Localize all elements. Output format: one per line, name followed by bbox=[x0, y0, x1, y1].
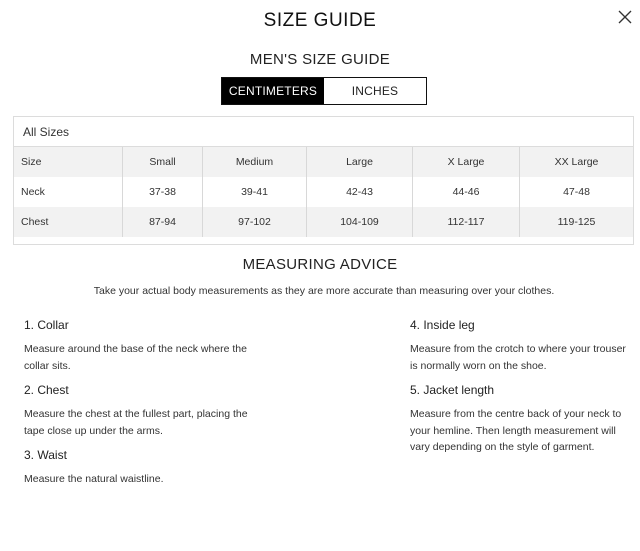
page-subtitle: MEN'S SIZE GUIDE bbox=[249, 51, 391, 68]
table-row bbox=[14, 177, 633, 207]
size-table bbox=[13, 116, 634, 245]
advice-heading: 3. Waist bbox=[24, 448, 67, 462]
header-cell: X Large bbox=[413, 147, 520, 177]
inches-button[interactable]: INCHES bbox=[324, 78, 426, 104]
centimeters-button[interactable]: CENTIMETERS bbox=[222, 78, 324, 104]
advice-heading: 2. Chest bbox=[24, 383, 69, 397]
table-cell: 39-41 bbox=[203, 177, 307, 207]
advice-text: Measure the chest at the fullest part, placing the tape close up under the arms. bbox=[24, 408, 248, 437]
table-cell: 37-38 bbox=[123, 177, 203, 207]
advice-item-collar bbox=[24, 318, 254, 374]
row-label: Neck bbox=[14, 177, 123, 207]
table-cell: 42-43 bbox=[307, 177, 413, 207]
table-cell: 119-125 bbox=[557, 216, 596, 228]
advice-column-left bbox=[24, 318, 254, 497]
row-label: Chest bbox=[14, 207, 123, 237]
header-cell: Size bbox=[14, 147, 123, 177]
table-cell: 97-102 bbox=[203, 207, 307, 237]
advice-intro: Take your actual body measurements as they are more accurate than measuring over your clothes. bbox=[93, 285, 555, 297]
advice-column-right bbox=[410, 318, 632, 465]
advice-heading: 5. Jacket length bbox=[410, 383, 495, 397]
close-button[interactable] bbox=[614, 6, 636, 28]
advice-text: Measure the natural waistline. bbox=[24, 473, 164, 485]
table-cell: 47-48 bbox=[563, 186, 590, 198]
table-cell: 104-109 bbox=[307, 207, 413, 237]
advice-heading: 4. Inside leg bbox=[410, 318, 475, 332]
header-cell: Large bbox=[307, 147, 413, 177]
advice-item-waist bbox=[24, 448, 254, 488]
table-cell: 44-46 bbox=[413, 177, 520, 207]
advice-text: Measure from the crotch to where your trouser is normally worn on the shoe. bbox=[410, 343, 626, 372]
table-row bbox=[14, 207, 633, 237]
header-cell: Medium bbox=[203, 147, 307, 177]
table-cell: 87-94 bbox=[123, 207, 203, 237]
table-caption: All Sizes bbox=[14, 117, 633, 147]
advice-item-chest bbox=[24, 383, 254, 439]
advice-item-jacket-length bbox=[410, 383, 632, 456]
advice-heading: 1. Collar bbox=[24, 318, 69, 332]
unit-toggle bbox=[221, 77, 427, 105]
header-cell: Small bbox=[123, 147, 203, 177]
header-cell: XX Large bbox=[554, 156, 599, 168]
advice-text: Measure from the centre back of your neck to your hemline. Then length measurement will vary depending on the style of garment. bbox=[410, 408, 622, 453]
advice-title: MEASURING ADVICE bbox=[242, 256, 398, 273]
close-icon bbox=[614, 6, 636, 28]
advice-text: Measure around the base of the neck where the collar sits. bbox=[24, 343, 247, 372]
modal-title: SIZE GUIDE bbox=[263, 10, 377, 31]
table-header-row bbox=[14, 147, 633, 177]
table-cell: 112-117 bbox=[413, 207, 520, 237]
advice-item-inside-leg bbox=[410, 318, 632, 374]
